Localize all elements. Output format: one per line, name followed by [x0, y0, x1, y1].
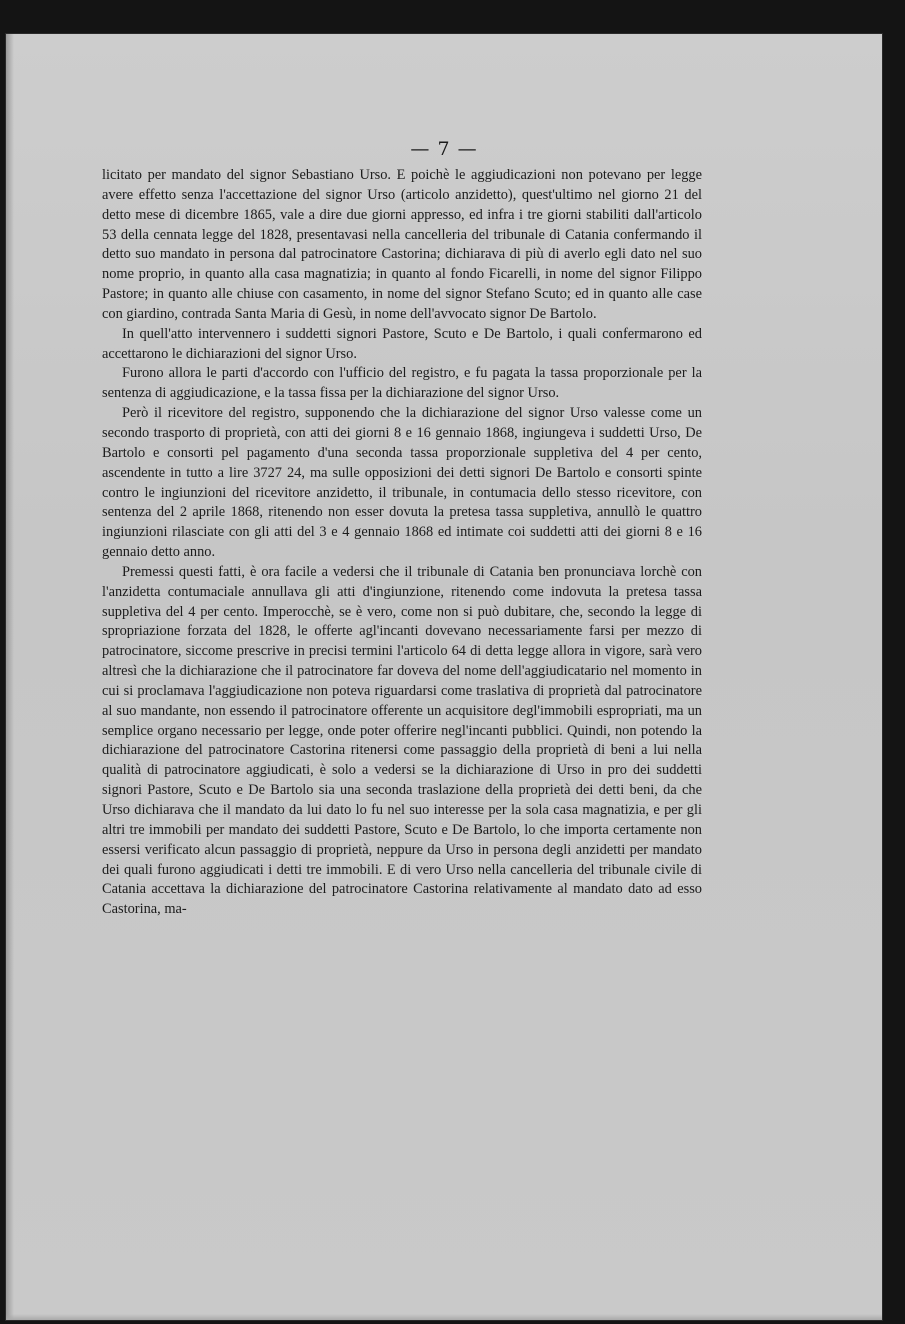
paragraph: Premessi questi fatti, è ora facile a vedersi che il tribunale di Catania ben pronunciava lorchè con l'anzidetta contumaciale annullava gli atti d'ingiunzione, ritenendo come indovuta la pretesa tassa suppletiva del 4 per cento. Imperocchè, se è vero, come non si può dubitare, che, secondo la legge di spropriazione forzata del 1828, le offerte agl'incanti dovevano necessariamente farsi per mezzo di patrocinatore, siccome prescrive in precisi termini l'articolo 64 di detta legge allora in vigore, sarà vero altresì che la dichiarazione che il patrocinatore far doveva del nome dell'aggiudicatario nel momento in cui si proclamava l'aggiudicazione non poteva riguardarsi come traslativa di proprietà dal patrocinatore al suo mandante, non essendo il patrocinatore offerente un acquisitore degl'immobili espropriati, ma un semplice organo necessario per legge, onde poter offerire negl'incanti pubblici. Quindi, non potendo la dichiarazione del patrocinatore Castorina ritenersi come passaggio della proprietà di beni a lui nella qualità di patrocinatore aggiudicati, è solo a vedersi se la dichiarazione di Urso in pro dei suddetti signori Pastore, Scuto e De Bartolo sia una seconda traslazione della proprietà dei detti beni, da che Urso dichiarava che il mandato da lui dato lo fu nel suo interesse per la sola casa magnatizia, e per gli altri tre immobili per mandato dei suddetti Pastore, Scuto e De Bartolo, lo che importa certamente non essersi verificato alcun passaggio di proprietà, neppure da Urso in persona degli anzidetti per mandato dei quali furono aggiudicati i detti tre immobili. E di vero Urso nella cancelleria del tribunale civile di Catania accettava la dichiarazione del patrocinatore Castorina relativamente al mandato dato ad esso Castorina, ma- [102, 563, 702, 918]
page-number: — 7 — [410, 138, 478, 160]
page-edge-shadow [6, 34, 14, 1320]
paragraph: Però il ricevitore del registro, supponendo che la dichiarazione del signor Urso valesse come un secondo trasporto di proprietà, con atti dei giorni 8 e 16 gennaio 1868, ingiungeva i suddetti Urso, De Bartolo e consorti pel pagamento d'una seconda tassa proporzionale suppletiva del 4 per cento, ascendente in tutto a lire 3727 24, ma sulle opposizioni dei detti signori De Bartolo e consorti spinte contro le ingiunzioni del ricevitore anzidetto, il tribunale, in contumacia dello stesso ricevitore, con sentenza del 2 aprile 1868, ritenendo non esser dovuta la pretesa tassa suppletiva, annullò le quattro ingiunzioni rilasciate con gli atti del 3 e 4 gennaio 1868 ed intimate coi suddetti atti dei giorni 8 e 16 gennaio detto anno. [102, 405, 702, 561]
body-text [102, 166, 702, 920]
paragraph: Furono allora le parti d'accordo con l'ufficio del registro, e fu pagata la tassa proporzionale per la sentenza di aggiudicazione, e la tassa fissa per la dichiarazione del signor Urso. [102, 365, 702, 402]
scanned-page [6, 34, 882, 1320]
page-bottom-shadow [6, 1314, 882, 1320]
paragraph: In quell'atto intervennero i suddetti signori Pastore, Scuto e De Bartolo, i quali confermarono ed accettarono le dichiarazioni del signor Urso. [102, 325, 702, 362]
paragraph: licitato per mandato del signor Sebastiano Urso. E poichè le aggiudicazioni non potevano per legge avere effetto senza l'accettazione del signor Urso (articolo anzidetto), quest'ultimo nel giorno 21 del detto mese di dicembre 1865, vale a dire due giorni appresso, ed infra i tre giorni stabiliti dall'articolo 53 della cennata legge del 1828, presentavasi nella cancelleria del tribunale di Catania confermando il detto suo mandato in persona dal patrocinatore Castorina; dichiarava di più di averlo egli dato nel suo nome proprio, in quanto alla casa magnatizia; in quanto al fondo Ficarelli, in nome del signor Filippo Pastore; in quanto alle chiuse con casamento, in nome del signor Stefano Scuto; ed in quanto alle case con giardino, contrada Santa Maria di Gesù, in nome dell'avvocato signor De Bartolo. [102, 167, 702, 322]
